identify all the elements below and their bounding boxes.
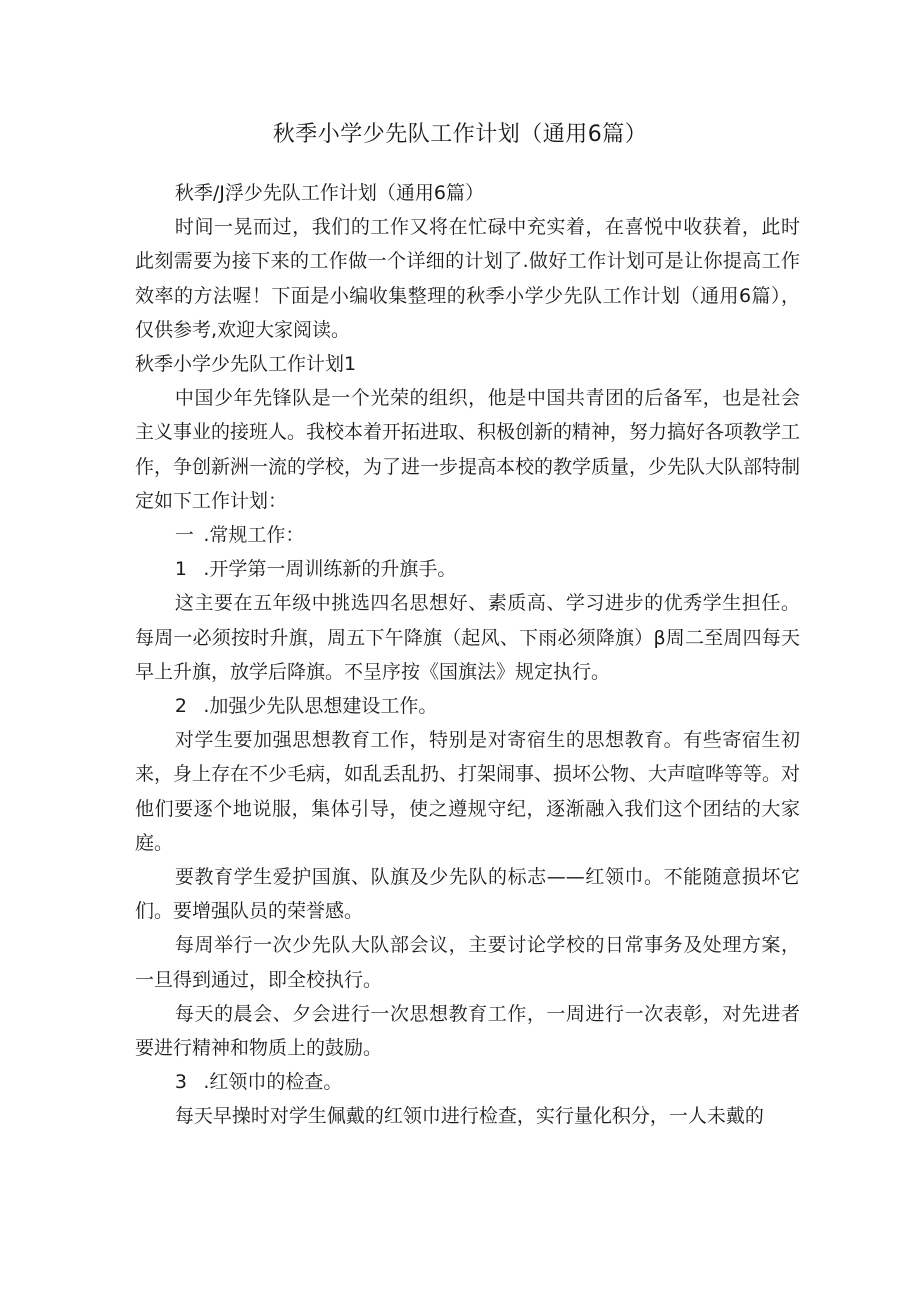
- item-number: 1: [174, 558, 187, 581]
- item-heading: [135, 689, 800, 723]
- item-heading: [135, 1065, 800, 1099]
- subtitle-paragraph: 秋季/J浮少先队工作计划（通用6篇）: [174, 182, 484, 204]
- item-heading-text: .开学第一周训练新的升旗手。: [203, 558, 457, 581]
- item-heading: [135, 552, 800, 586]
- part-heading-text: .常规工作：: [203, 524, 305, 547]
- intro-paragraph: 时间一晃而过，我们的工作又将在忙碌中充实着，在喜悦中收获着，此时此刻需要为接下来的工作做一个详细的计划了.做好工作计划可是让你提高工作效率的方法喔！下面是小编收集整理的秋季小学少先队工作计划（通用6篇），仅供参考,欢迎大家阅读。: [135, 216, 800, 341]
- item-heading-text: .加强少先队思想建设工作。: [203, 695, 438, 718]
- body-paragraph: 对学生要加强思想教育工作，特别是对寄宿生的思想教育。有些寄宿生初来，身上存在不少毛病，如乱丢乱扔、打架闹事、损坏公物、大声喧哗等等。对他们要逐个地说服，集体引导，使之遵规守纪，逐渐融入我们这个团结的大家庭。: [135, 729, 801, 854]
- part-heading: [135, 518, 800, 552]
- body-paragraph: 这主要在五年级中挑选四名思想好、素质高、学习进步的优秀学生担任。每周一必须按时升旗，周五下午降旗（起风、下雨必须降旗）β周二至周四每天早上升旗，放学后降旗。不呈序按《国旗法》规定执行。: [135, 592, 800, 683]
- section-intro-paragraph: 中国少年先锋队是一个光荣的组织，他是中国共青团的后备军，也是社会主义事业的接班人。我校本着开拓进取、积极创新的精神，努力搞好各项教学工作，争创新洲一流的学校，为了进一步提高本校的教学质量，少先队大队部特制定如下工作计划：: [135, 387, 801, 512]
- body-paragraph: 每天的晨会、夕会进行一次思想教育工作，一周进行一次表彰，对先进者要进行精神和物质上的鼓励。: [135, 1002, 800, 1060]
- body-paragraph: 每天早操时对学生佩戴的红领巾进行检查，实行量化积分，一人未戴的: [174, 1105, 764, 1128]
- item-heading-text: .红领巾的检查。: [203, 1071, 343, 1094]
- body-paragraph: 要教育学生爱护国旗、队旗及少先队的标志——红领巾。不能随意损坏它们。要增强队员的荣誉感。: [135, 866, 800, 923]
- item-number: 3: [174, 1071, 187, 1094]
- section-heading: 秋季小学少先队工作计划1: [135, 353, 357, 376]
- body-paragraph: 每周举行一次少先队大队部会议，主要讨论学校的日常事务及处理方案，一旦得到通过，即全校执行。: [135, 934, 800, 991]
- part-number: 一: [174, 524, 194, 547]
- document-title: 秋季小学少先队工作计划（通用6篇）: [272, 122, 648, 147]
- document-body: [135, 176, 800, 1134]
- item-number: 2: [174, 695, 187, 718]
